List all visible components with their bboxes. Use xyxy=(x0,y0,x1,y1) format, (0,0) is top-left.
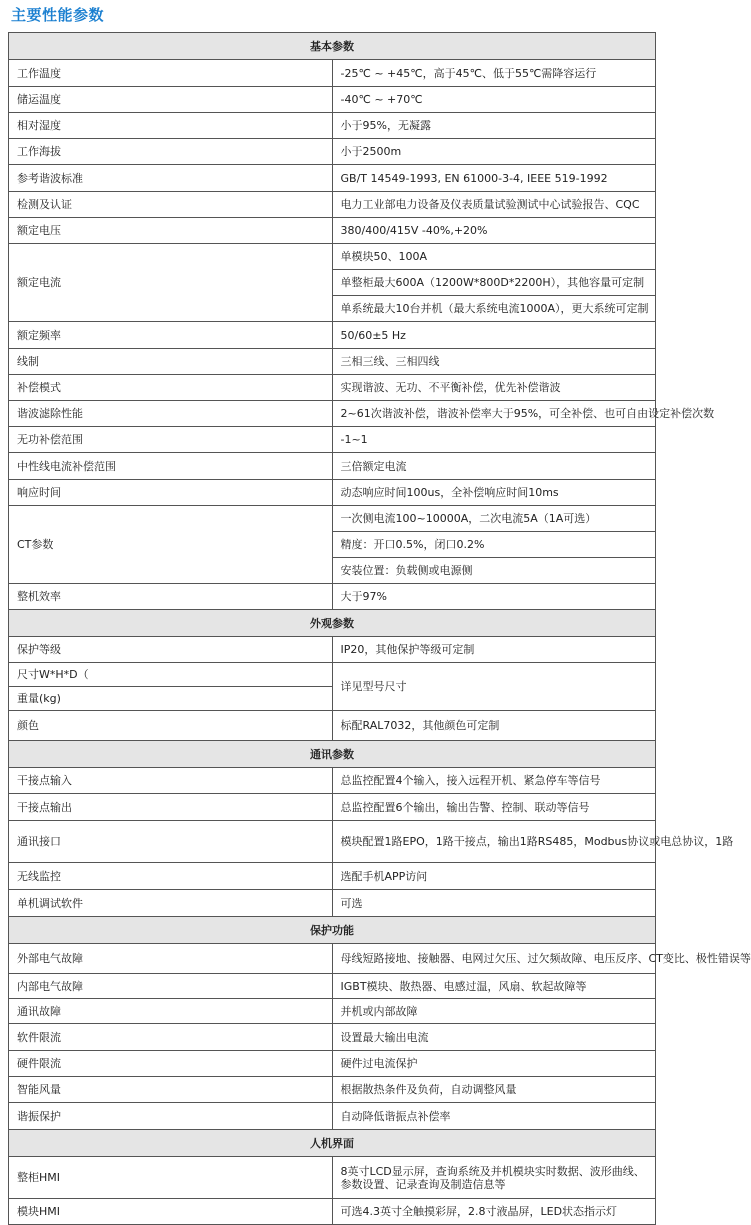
row-value: 三相三线、三相四线 xyxy=(332,349,656,375)
row-label: 无线监控 xyxy=(9,863,333,890)
section-heading-appearance: 外观参数 xyxy=(9,610,656,637)
row-value: IP20，其他保护等级可定制 xyxy=(332,637,656,663)
row-label: 干接点输入 xyxy=(9,768,333,794)
row-value: 设置最大输出电流 xyxy=(332,1024,656,1051)
row-label: 内部电气故障 xyxy=(9,974,333,999)
row-label: 软件限流 xyxy=(9,1024,333,1051)
row-label: 保护等级 xyxy=(9,637,333,663)
row-label: 谐振保护 xyxy=(9,1103,333,1130)
row-label: 颜色 xyxy=(9,711,333,741)
row-label: 整机效率 xyxy=(9,584,333,610)
row-label: 干接点输出 xyxy=(9,794,333,821)
row-label: 线制 xyxy=(9,349,333,375)
row-value: 单模块50、100A xyxy=(332,244,656,270)
row-value: 大于97% xyxy=(332,584,656,610)
section-heading-protection: 保护功能 xyxy=(9,917,656,944)
row-value: 模块配置1路EPO，1路干接点，输出1路RS485，Modbus协议或电总协议，1路 xyxy=(332,821,656,863)
row-value: 单整柜最大600A（1200W*800D*2200H），其他容量可定制 xyxy=(332,270,656,296)
row-value: 母线短路接地、接触器、电网过欠压、过欠频故障、电压反序、CT变比、极性错误等 xyxy=(332,944,656,974)
row-value: 总监控配置6个输出，输出告警、控制、联动等信号 xyxy=(332,794,656,821)
row-label: 工作海拔 xyxy=(9,139,333,165)
section-heading-basic: 基本参数 xyxy=(9,33,656,60)
row-value: 详见型号尺寸 xyxy=(332,663,656,711)
row-value: 单系统最大10台并机（最大系统电流1000A），更大系统可定制 xyxy=(332,296,656,322)
row-label: 整柜HMI xyxy=(9,1157,333,1199)
row-label: 额定频率 xyxy=(9,322,333,349)
row-value: 安装位置：负载侧或电源侧 xyxy=(332,558,656,584)
row-label: CT参数 xyxy=(9,506,333,584)
row-label: 无功补偿范围 xyxy=(9,427,333,453)
row-label: 通讯接口 xyxy=(9,821,333,863)
row-value: 标配RAL7032，其他颜色可定制 xyxy=(332,711,656,741)
row-label: 硬件限流 xyxy=(9,1051,333,1077)
row-value: -1~1 xyxy=(332,427,656,453)
row-label: 相对湿度 xyxy=(9,113,333,139)
row-label: 尺寸W*H*D（ xyxy=(9,663,333,687)
row-label: 检测及认证 xyxy=(9,192,333,218)
row-value: IGBT模块、散热器、电感过温，风扇、软起故障等 xyxy=(332,974,656,999)
row-value: 总监控配置4个输入，接入远程开机、紧急停车等信号 xyxy=(332,768,656,794)
row-label: 响应时间 xyxy=(9,480,333,506)
row-label: 额定电压 xyxy=(9,218,333,244)
row-value: 小于95%，无凝露 xyxy=(332,113,656,139)
row-value: 380/400/415V -40%,+20% xyxy=(332,218,656,244)
row-value: 2~61次谐波补偿，谐波补偿率大于95%，可全补偿、也可自由设定补偿次数 xyxy=(332,401,656,427)
row-label: 通讯故障 xyxy=(9,999,333,1024)
row-value: -25℃ ~ +45℃，高于45℃、低于55℃需降容运行 xyxy=(332,60,656,87)
row-label: 中性线电流补偿范围 xyxy=(9,453,333,480)
row-label: 补偿模式 xyxy=(9,375,333,401)
row-value: 一次侧电流100~10000A，二次电流5A（1A可选） xyxy=(332,506,656,532)
row-value: 动态响应时间100us，全补偿响应时间10ms xyxy=(332,480,656,506)
row-value: -40℃ ~ +70℃ xyxy=(332,87,656,113)
page-title: 主要性能参数 xyxy=(11,6,105,24)
row-value: GB/T 14549-1993, EN 61000-3-4, IEEE 519-1992 xyxy=(332,165,656,192)
row-value: 精度：开口0.5%，闭口0.2% xyxy=(332,532,656,558)
row-value: 小于2500m xyxy=(332,139,656,165)
row-value: 电力工业部电力设备及仪表质量试验测试中心试验报告、CQC xyxy=(332,192,656,218)
row-value: 可选 xyxy=(332,890,656,917)
row-value: 选配手机APP访问 xyxy=(332,863,656,890)
row-label: 储运温度 xyxy=(9,87,333,113)
row-label: 参考谐波标准 xyxy=(9,165,333,192)
section-heading-communication: 通讯参数 xyxy=(9,741,656,768)
row-label: 额定电流 xyxy=(9,244,333,322)
row-value: 自动降低谐振点补偿率 xyxy=(332,1103,656,1130)
row-label: 工作温度 xyxy=(9,60,333,87)
row-label: 单机调试软件 xyxy=(9,890,333,917)
row-value: 实现谐波、无功、不平衡补偿，优先补偿谐波 xyxy=(332,375,656,401)
row-label: 模块HMI xyxy=(9,1199,333,1225)
row-value: 50/60±5 Hz xyxy=(332,322,656,349)
row-value: 根据散热条件及负荷，自动调整风量 xyxy=(332,1077,656,1103)
row-label: 谐波滤除性能 xyxy=(9,401,333,427)
row-value: 三倍额定电流 xyxy=(332,453,656,480)
row-label-weight: 重量(kg) xyxy=(9,687,333,711)
row-value: 并机或内部故障 xyxy=(332,999,656,1024)
row-value: 8英寸LCD显示屏，查询系统及并机模块实时数据、波形曲线、参数设置、记录查询及制造信息等 xyxy=(332,1157,656,1199)
row-label: 外部电气故障 xyxy=(9,944,333,974)
section-heading-hmi: 人机界面 xyxy=(9,1130,656,1157)
row-label: 智能风量 xyxy=(9,1077,333,1103)
spec-table xyxy=(8,32,751,1225)
row-value: 硬件过电流保护 xyxy=(332,1051,656,1077)
row-value: 可选4.3英寸全触摸彩屏，2.8寸液晶屏，LED状态指示灯 xyxy=(332,1199,656,1225)
